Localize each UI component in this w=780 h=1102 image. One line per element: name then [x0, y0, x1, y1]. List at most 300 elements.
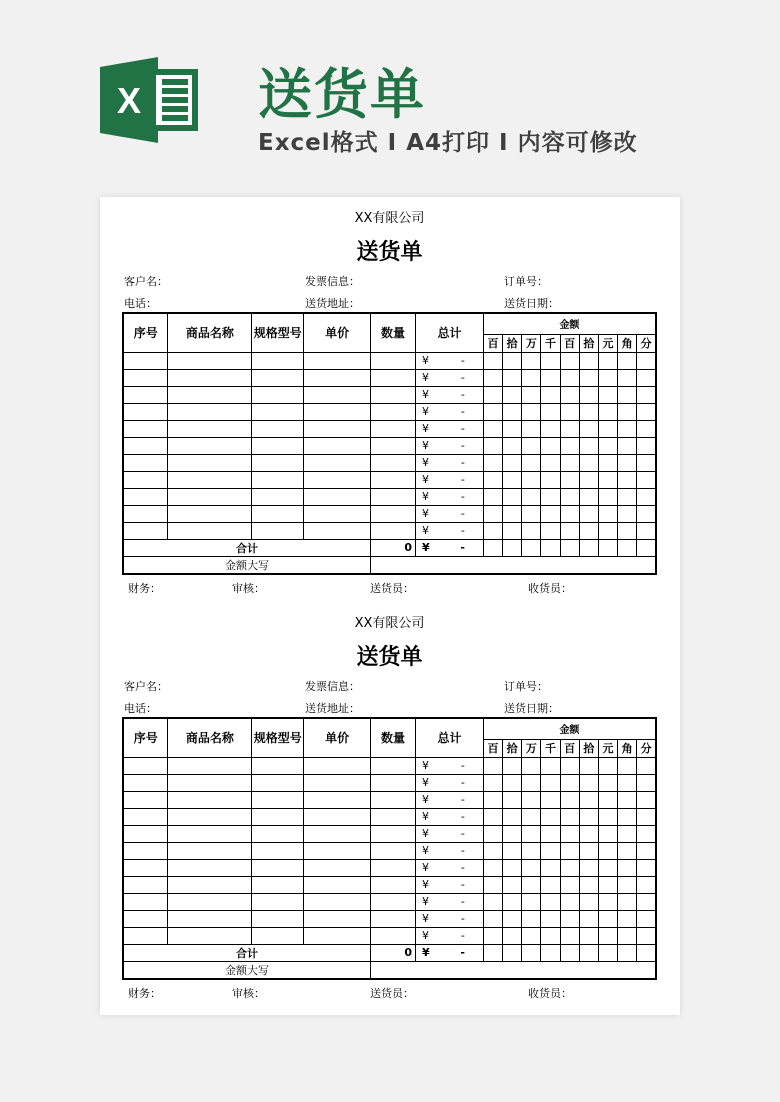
table-cell[interactable] [252, 522, 304, 539]
digit-cell[interactable] [503, 505, 522, 522]
table-cell[interactable] [168, 522, 252, 539]
digit-cell[interactable] [483, 842, 502, 859]
digit-cell[interactable] [503, 420, 522, 437]
digit-cell[interactable] [579, 842, 598, 859]
digit-cell[interactable] [522, 774, 541, 791]
table-cell[interactable] [252, 859, 304, 876]
digit-cell[interactable] [637, 352, 656, 369]
digit-cell[interactable] [503, 774, 522, 791]
table-cell[interactable] [304, 791, 371, 808]
table-cell[interactable] [252, 386, 304, 403]
digit-cell[interactable] [598, 876, 617, 893]
digit-cell[interactable] [598, 893, 617, 910]
digit-cell[interactable] [503, 522, 522, 539]
digit-cell[interactable] [598, 471, 617, 488]
digit-cell[interactable] [483, 420, 502, 437]
digit-cell[interactable] [483, 522, 502, 539]
table-cell[interactable] [123, 757, 168, 774]
table-cell[interactable] [371, 352, 416, 369]
table-cell[interactable] [304, 859, 371, 876]
digit-cell[interactable] [541, 944, 560, 961]
digit-cell[interactable] [618, 910, 637, 927]
digit-cell[interactable] [598, 825, 617, 842]
digit-cell[interactable] [618, 471, 637, 488]
table-cell[interactable] [123, 369, 168, 386]
table-cell[interactable] [371, 859, 416, 876]
digit-cell[interactable] [560, 757, 579, 774]
digit-cell[interactable] [637, 757, 656, 774]
digit-cell[interactable] [541, 420, 560, 437]
digit-cell[interactable] [637, 893, 656, 910]
digit-cell[interactable] [598, 437, 617, 454]
digit-cell[interactable] [618, 944, 637, 961]
table-cell[interactable] [371, 757, 416, 774]
table-cell[interactable] [304, 842, 371, 859]
digit-cell[interactable] [618, 539, 637, 556]
table-cell[interactable] [371, 420, 416, 437]
table-cell[interactable] [252, 471, 304, 488]
table-cell[interactable] [168, 505, 252, 522]
table-cell[interactable] [123, 403, 168, 420]
table-cell[interactable] [371, 488, 416, 505]
digit-cell[interactable] [637, 488, 656, 505]
table-cell[interactable] [123, 791, 168, 808]
table-cell[interactable] [123, 825, 168, 842]
digit-cell[interactable] [483, 369, 502, 386]
table-cell[interactable] [252, 876, 304, 893]
digit-cell[interactable] [579, 471, 598, 488]
table-cell[interactable] [168, 927, 252, 944]
digit-cell[interactable] [560, 927, 579, 944]
digit-cell[interactable] [579, 488, 598, 505]
digit-cell[interactable] [483, 505, 502, 522]
digit-cell[interactable] [541, 505, 560, 522]
table-cell[interactable] [304, 910, 371, 927]
table-cell[interactable] [123, 352, 168, 369]
digit-cell[interactable] [560, 893, 579, 910]
table-cell[interactable] [252, 774, 304, 791]
digit-cell[interactable] [618, 437, 637, 454]
digit-cell[interactable] [503, 944, 522, 961]
digit-cell[interactable] [483, 757, 502, 774]
digit-cell[interactable] [598, 454, 617, 471]
digit-cell[interactable] [579, 352, 598, 369]
digit-cell[interactable] [618, 927, 637, 944]
digit-cell[interactable] [560, 403, 579, 420]
digit-cell[interactable] [579, 403, 598, 420]
digit-cell[interactable] [579, 437, 598, 454]
digit-cell[interactable] [560, 539, 579, 556]
digit-cell[interactable] [579, 774, 598, 791]
digit-cell[interactable] [483, 488, 502, 505]
digit-cell[interactable] [483, 437, 502, 454]
digit-cell[interactable] [483, 774, 502, 791]
table-cell[interactable] [371, 910, 416, 927]
table-cell[interactable] [304, 893, 371, 910]
digit-cell[interactable] [598, 808, 617, 825]
digit-cell[interactable] [618, 893, 637, 910]
digit-cell[interactable] [579, 522, 598, 539]
digit-cell[interactable] [598, 927, 617, 944]
table-cell[interactable] [304, 757, 371, 774]
digit-cell[interactable] [579, 505, 598, 522]
digit-cell[interactable] [579, 910, 598, 927]
digit-cell[interactable] [618, 522, 637, 539]
digit-cell[interactable] [522, 403, 541, 420]
digit-cell[interactable] [598, 539, 617, 556]
digit-cell[interactable] [598, 910, 617, 927]
table-cell[interactable] [123, 842, 168, 859]
digit-cell[interactable] [522, 454, 541, 471]
digit-cell[interactable] [522, 522, 541, 539]
table-cell[interactable] [304, 369, 371, 386]
table-cell[interactable] [168, 386, 252, 403]
digit-cell[interactable] [541, 386, 560, 403]
digit-cell[interactable] [579, 808, 598, 825]
digit-cell[interactable] [522, 859, 541, 876]
table-cell[interactable] [123, 876, 168, 893]
table-cell[interactable] [168, 859, 252, 876]
caps-value[interactable] [371, 961, 656, 979]
table-cell[interactable] [304, 420, 371, 437]
table-cell[interactable] [304, 488, 371, 505]
digit-cell[interactable] [503, 539, 522, 556]
digit-cell[interactable] [483, 539, 502, 556]
table-cell[interactable] [371, 522, 416, 539]
table-cell[interactable] [371, 454, 416, 471]
digit-cell[interactable] [503, 454, 522, 471]
digit-cell[interactable] [579, 757, 598, 774]
table-cell[interactable] [371, 808, 416, 825]
digit-cell[interactable] [598, 403, 617, 420]
table-cell[interactable] [371, 876, 416, 893]
digit-cell[interactable] [541, 927, 560, 944]
digit-cell[interactable] [483, 386, 502, 403]
digit-cell[interactable] [618, 842, 637, 859]
digit-cell[interactable] [541, 454, 560, 471]
table-cell[interactable] [304, 876, 371, 893]
digit-cell[interactable] [483, 791, 502, 808]
digit-cell[interactable] [637, 505, 656, 522]
digit-cell[interactable] [560, 471, 579, 488]
digit-cell[interactable] [503, 369, 522, 386]
digit-cell[interactable] [618, 369, 637, 386]
digit-cell[interactable] [579, 386, 598, 403]
digit-cell[interactable] [503, 488, 522, 505]
table-cell[interactable] [252, 791, 304, 808]
table-cell[interactable] [371, 791, 416, 808]
table-cell[interactable] [304, 808, 371, 825]
table-cell[interactable] [123, 893, 168, 910]
table-cell[interactable] [371, 842, 416, 859]
digit-cell[interactable] [618, 505, 637, 522]
digit-cell[interactable] [522, 825, 541, 842]
table-cell[interactable] [123, 774, 168, 791]
digit-cell[interactable] [598, 944, 617, 961]
digit-cell[interactable] [541, 539, 560, 556]
digit-cell[interactable] [598, 757, 617, 774]
digit-cell[interactable] [637, 454, 656, 471]
digit-cell[interactable] [541, 488, 560, 505]
digit-cell[interactable] [503, 893, 522, 910]
table-cell[interactable] [123, 488, 168, 505]
digit-cell[interactable] [560, 369, 579, 386]
digit-cell[interactable] [637, 539, 656, 556]
digit-cell[interactable] [560, 386, 579, 403]
digit-cell[interactable] [579, 369, 598, 386]
digit-cell[interactable] [483, 927, 502, 944]
digit-cell[interactable] [541, 842, 560, 859]
digit-cell[interactable] [598, 859, 617, 876]
digit-cell[interactable] [637, 927, 656, 944]
digit-cell[interactable] [522, 808, 541, 825]
digit-cell[interactable] [560, 791, 579, 808]
table-cell[interactable] [123, 505, 168, 522]
digit-cell[interactable] [618, 403, 637, 420]
digit-cell[interactable] [618, 774, 637, 791]
table-cell[interactable] [371, 369, 416, 386]
digit-cell[interactable] [541, 859, 560, 876]
digit-cell[interactable] [560, 944, 579, 961]
digit-cell[interactable] [637, 437, 656, 454]
digit-cell[interactable] [637, 420, 656, 437]
digit-cell[interactable] [503, 808, 522, 825]
digit-cell[interactable] [541, 774, 560, 791]
digit-cell[interactable] [541, 876, 560, 893]
table-cell[interactable] [304, 825, 371, 842]
digit-cell[interactable] [560, 859, 579, 876]
digit-cell[interactable] [579, 791, 598, 808]
table-cell[interactable] [252, 505, 304, 522]
digit-cell[interactable] [560, 808, 579, 825]
digit-cell[interactable] [618, 825, 637, 842]
digit-cell[interactable] [522, 420, 541, 437]
digit-cell[interactable] [579, 859, 598, 876]
digit-cell[interactable] [522, 539, 541, 556]
table-cell[interactable] [252, 437, 304, 454]
table-cell[interactable] [252, 893, 304, 910]
digit-cell[interactable] [618, 386, 637, 403]
digit-cell[interactable] [598, 505, 617, 522]
digit-cell[interactable] [522, 437, 541, 454]
digit-cell[interactable] [618, 488, 637, 505]
digit-cell[interactable] [503, 352, 522, 369]
digit-cell[interactable] [503, 910, 522, 927]
table-cell[interactable] [168, 420, 252, 437]
table-cell[interactable] [168, 842, 252, 859]
table-cell[interactable] [168, 757, 252, 774]
table-cell[interactable] [304, 403, 371, 420]
table-cell[interactable] [252, 369, 304, 386]
digit-cell[interactable] [637, 842, 656, 859]
digit-cell[interactable] [541, 352, 560, 369]
digit-cell[interactable] [522, 386, 541, 403]
digit-cell[interactable] [618, 859, 637, 876]
table-cell[interactable] [168, 454, 252, 471]
table-cell[interactable] [252, 403, 304, 420]
digit-cell[interactable] [503, 757, 522, 774]
table-cell[interactable] [168, 403, 252, 420]
digit-cell[interactable] [598, 791, 617, 808]
digit-cell[interactable] [618, 876, 637, 893]
digit-cell[interactable] [637, 910, 656, 927]
table-cell[interactable] [168, 893, 252, 910]
digit-cell[interactable] [579, 454, 598, 471]
digit-cell[interactable] [503, 842, 522, 859]
table-cell[interactable] [168, 876, 252, 893]
table-cell[interactable] [123, 859, 168, 876]
digit-cell[interactable] [579, 420, 598, 437]
table-cell[interactable] [168, 774, 252, 791]
table-cell[interactable] [371, 505, 416, 522]
table-cell[interactable] [371, 825, 416, 842]
digit-cell[interactable] [522, 791, 541, 808]
digit-cell[interactable] [541, 369, 560, 386]
digit-cell[interactable] [522, 944, 541, 961]
table-cell[interactable] [304, 386, 371, 403]
digit-cell[interactable] [579, 893, 598, 910]
digit-cell[interactable] [483, 471, 502, 488]
table-cell[interactable] [371, 403, 416, 420]
digit-cell[interactable] [560, 352, 579, 369]
table-cell[interactable] [168, 437, 252, 454]
digit-cell[interactable] [598, 420, 617, 437]
table-cell[interactable] [252, 842, 304, 859]
digit-cell[interactable] [541, 437, 560, 454]
digit-cell[interactable] [560, 774, 579, 791]
digit-cell[interactable] [560, 842, 579, 859]
digit-cell[interactable] [483, 352, 502, 369]
digit-cell[interactable] [598, 488, 617, 505]
digit-cell[interactable] [637, 825, 656, 842]
digit-cell[interactable] [483, 893, 502, 910]
digit-cell[interactable] [541, 893, 560, 910]
table-cell[interactable] [168, 791, 252, 808]
table-cell[interactable] [252, 488, 304, 505]
digit-cell[interactable] [503, 437, 522, 454]
table-cell[interactable] [252, 352, 304, 369]
table-cell[interactable] [123, 522, 168, 539]
digit-cell[interactable] [560, 910, 579, 927]
digit-cell[interactable] [503, 386, 522, 403]
digit-cell[interactable] [560, 505, 579, 522]
table-cell[interactable] [371, 437, 416, 454]
table-cell[interactable] [168, 369, 252, 386]
table-cell[interactable] [252, 825, 304, 842]
digit-cell[interactable] [598, 386, 617, 403]
digit-cell[interactable] [522, 757, 541, 774]
digit-cell[interactable] [541, 910, 560, 927]
digit-cell[interactable] [637, 791, 656, 808]
digit-cell[interactable] [560, 454, 579, 471]
table-cell[interactable] [252, 420, 304, 437]
digit-cell[interactable] [522, 893, 541, 910]
table-cell[interactable] [304, 352, 371, 369]
digit-cell[interactable] [541, 522, 560, 539]
digit-cell[interactable] [483, 403, 502, 420]
digit-cell[interactable] [637, 522, 656, 539]
digit-cell[interactable] [560, 437, 579, 454]
digit-cell[interactable] [483, 859, 502, 876]
digit-cell[interactable] [522, 369, 541, 386]
digit-cell[interactable] [503, 859, 522, 876]
table-cell[interactable] [252, 910, 304, 927]
table-cell[interactable] [304, 774, 371, 791]
digit-cell[interactable] [637, 369, 656, 386]
digit-cell[interactable] [579, 539, 598, 556]
digit-cell[interactable] [637, 876, 656, 893]
table-cell[interactable] [371, 927, 416, 944]
digit-cell[interactable] [560, 825, 579, 842]
digit-cell[interactable] [579, 876, 598, 893]
digit-cell[interactable] [522, 471, 541, 488]
table-cell[interactable] [123, 808, 168, 825]
digit-cell[interactable] [483, 910, 502, 927]
digit-cell[interactable] [618, 454, 637, 471]
table-cell[interactable] [123, 386, 168, 403]
digit-cell[interactable] [637, 859, 656, 876]
digit-cell[interactable] [598, 522, 617, 539]
table-cell[interactable] [304, 437, 371, 454]
table-cell[interactable] [123, 454, 168, 471]
digit-cell[interactable] [560, 522, 579, 539]
digit-cell[interactable] [541, 791, 560, 808]
table-cell[interactable] [304, 471, 371, 488]
digit-cell[interactable] [598, 842, 617, 859]
table-cell[interactable] [252, 757, 304, 774]
digit-cell[interactable] [541, 403, 560, 420]
table-cell[interactable] [252, 808, 304, 825]
digit-cell[interactable] [560, 876, 579, 893]
digit-cell[interactable] [637, 471, 656, 488]
table-cell[interactable] [123, 910, 168, 927]
digit-cell[interactable] [503, 403, 522, 420]
digit-cell[interactable] [637, 386, 656, 403]
digit-cell[interactable] [618, 420, 637, 437]
table-cell[interactable] [371, 386, 416, 403]
table-cell[interactable] [304, 454, 371, 471]
digit-cell[interactable] [579, 927, 598, 944]
table-cell[interactable] [168, 471, 252, 488]
digit-cell[interactable] [522, 505, 541, 522]
table-cell[interactable] [123, 420, 168, 437]
digit-cell[interactable] [579, 825, 598, 842]
digit-cell[interactable] [618, 808, 637, 825]
table-cell[interactable] [168, 910, 252, 927]
digit-cell[interactable] [637, 403, 656, 420]
table-cell[interactable] [168, 808, 252, 825]
table-cell[interactable] [371, 471, 416, 488]
table-cell[interactable] [304, 505, 371, 522]
digit-cell[interactable] [637, 774, 656, 791]
digit-cell[interactable] [579, 944, 598, 961]
digit-cell[interactable] [598, 369, 617, 386]
digit-cell[interactable] [541, 757, 560, 774]
digit-cell[interactable] [503, 825, 522, 842]
digit-cell[interactable] [522, 910, 541, 927]
table-cell[interactable] [168, 352, 252, 369]
digit-cell[interactable] [618, 791, 637, 808]
table-cell[interactable] [168, 488, 252, 505]
digit-cell[interactable] [598, 352, 617, 369]
digit-cell[interactable] [483, 454, 502, 471]
digit-cell[interactable] [503, 791, 522, 808]
digit-cell[interactable] [541, 471, 560, 488]
table-cell[interactable] [371, 893, 416, 910]
table-cell[interactable] [371, 774, 416, 791]
digit-cell[interactable] [522, 842, 541, 859]
digit-cell[interactable] [560, 488, 579, 505]
